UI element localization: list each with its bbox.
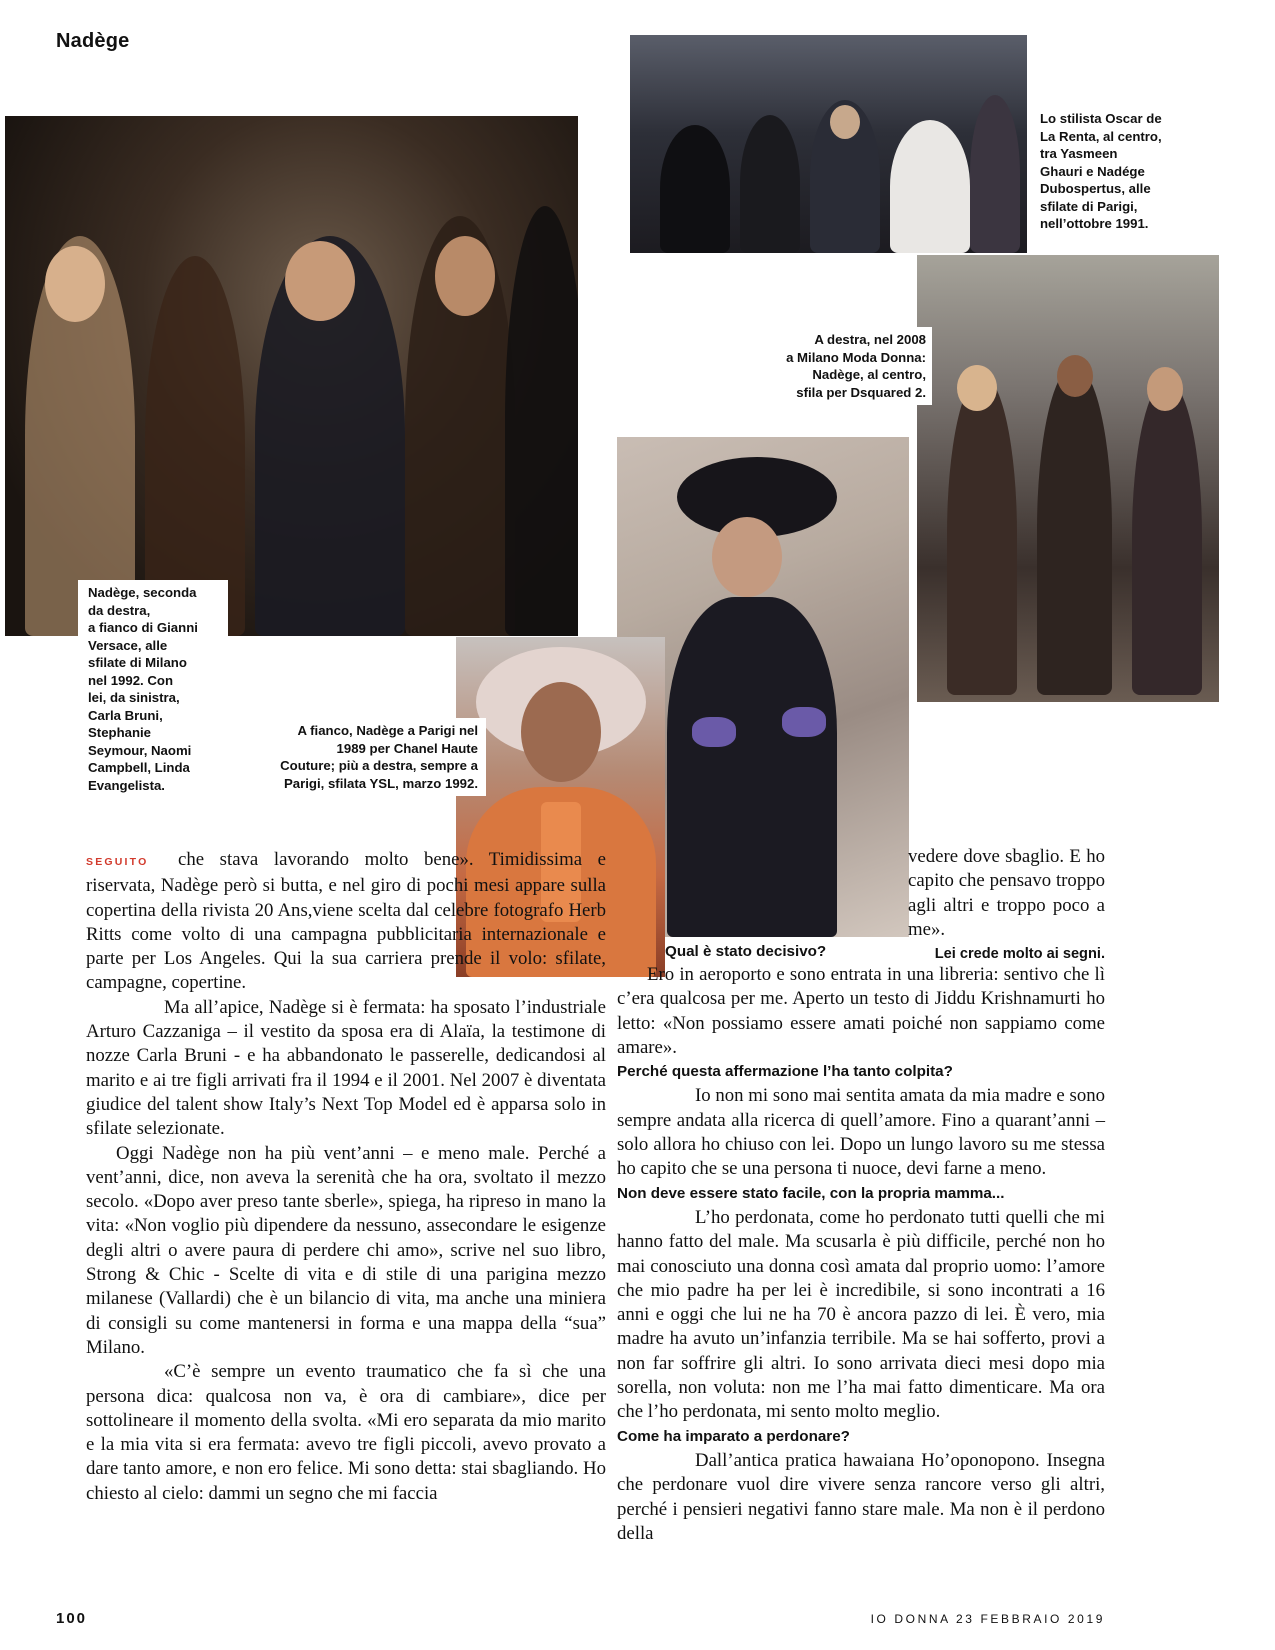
question-heading: Come ha imparato a perdonare?	[617, 1427, 850, 1445]
article-paragraph: «C’è sempre un evento traumatico che fa sì che una persona dica: qualcosa non va, è ora di cambiare», dice per sottolineare il momento della svolta. «Mi ero separata da mio marito e la mia vita si era fermata: avevo tre figli piccoli, avevo provato a dare tanto amore, e non ero felice. Mi sono detta: stai sbagliando. Ho chiesto al cielo: dammi un segno che mi faccia	[86, 1361, 606, 1504]
question-heading: Qual è stato decisivo?	[665, 943, 827, 960]
caption-oscar-de-la-renta: Lo stilista Oscar de La Renta, al centro, tra Yasmeen Ghauri e Nadége Dubospertus, alle sfilate di Parigi, nell’ottobre 1991.	[1040, 108, 1190, 235]
article-paragraph: Ero in aeroporto e sono entrata in una libreria: sentivo che lì c’era qualcosa per me. Aperto un testo di Jiddu Krishnamurti ho letto: «Non possiamo essere amati poiché non sappiamo come amare».	[617, 964, 1105, 1058]
photo-oscar-de-la-renta	[630, 35, 1027, 253]
section-title: Nadège	[56, 30, 130, 52]
publication-footer: IO DONNA 23 FEBBRAIO 2019	[870, 1612, 1105, 1626]
page-number: 100	[56, 1610, 88, 1627]
article-paragraph: Dall’antica pratica hawaiana Ho’oponopono. Insegna che perdonare vuol dire vivere senza rancore verso gli altri, perché i pensieri negativi fanno stare male. Ma non è il perdono della	[617, 1449, 1105, 1544]
question-heading: Perché questa affermazione l’ha tanto colpita?	[617, 1063, 953, 1081]
article-column-left	[86, 848, 606, 1506]
question-heading: Lei crede molto ai segni.	[934, 946, 1105, 963]
photo-dsquared-runway	[917, 255, 1219, 702]
kicker-seguito: SEGUITO	[86, 856, 149, 868]
caption-versace: Nadège, seconda da destra, a fianco di Gianni Versace, alle sfilate di Milano nel 1992. Con lei, da sinistra, Carla Bruni, Stephanie Seymour, Naomi Campbell, Linda Evangelista.	[78, 580, 228, 808]
question-heading: Non deve essere stato facile, con la propria mamma...	[617, 1184, 1005, 1202]
article-paragraph: Io non mi sono mai sentita amata da mia madre e sono sempre andata alla ricerca di quell’amore. Fino a quarant’anni – solo allora ho chiuso con lei. Dopo un lungo lavoro su me stessa ho capito che se una persona ti nuoce, devi farne a meno.	[617, 1085, 1105, 1180]
photo-versace-group	[5, 116, 578, 636]
article-paragraph: vedere dove sbaglio. E ho capito che pensavo troppo agli altri e troppo poco a me».	[908, 846, 1105, 940]
article-paragraph-text: che stava lavorando molto bene». Timidissima e riservata, Nadège però si butta, e nel giro di pochi mesi appare sulla copertina della rivista 20 Ans,viene scelta dal celebre fotografo Herb Ritts come volto di una campagna pubblicitaria internazionale e parte per Los Angeles. Qui la sua carriera prende il volo: sfilate, campagne, copertine.	[86, 849, 606, 994]
article-paragraph: L’ho perdonata, come ho perdonato tutti quelli che mi hanno fatto del male. Ma scusarla è più difficile, perché non ho mai conosciuto una donna così amata dal proprio uomo: l’amore che mio padre ha per lei è incredibile, si sono incontrati a 16 anni e oggi che lui ne ha 70 è ancora pazzo di lei. È vero, mia madre ha avuto un’infanzia terribile. Ma se hai sofferto, provi a non far soffrire gli altri. Io sono arrivata dieci mesi dopo mia sorella, non voluta: non me l’ha mai fatto dimenticare. Ma ora che l’ho perdonata, mi sento molto meglio.	[617, 1206, 1105, 1423]
article-paragraph	[86, 848, 606, 996]
caption-chanel-ysl: A fianco, Nadège a Parigi nel 1989 per Chanel Haute Couture; più a destra, sempre a Parigi, sfilata YSL, marzo 1992.	[255, 718, 486, 796]
article-paragraph: Oggi Nadège non ha più vent’anni – e meno male. Perché a vent’anni, dice, non aveva la serenità che ha ora, svoltato il mezzo secolo. «Dopo aver preso tante sberle», spiega, ha ripreso in mano la vita: «Non voglio più dipendere da nessuno, assecondare le esigenze degli altri o avere paura di perdere chi amo», scrive nel suo libro, Strong & Chic - Scelte di vita e di stile di una parigina mezzo milanese (Vallardi) che è un bilancio di vita, ma anche una miniera di consigli su come mantenersi in forma e una mappa della “sua” Milano.	[86, 1142, 606, 1358]
caption-dsquared: A destra, nel 2008 a Milano Moda Donna: Nadège, al centro, sfila per Dsquared 2.	[740, 327, 932, 405]
article-column-right	[617, 963, 1105, 1546]
article-paragraph: Ma all’apice, Nadège si è fermata: ha sposato l’industriale Arturo Cazzaniga – il vestito da sposa era di Alaïa, la testimone di nozze Carla Bruni - e ha abbandonato le passerelle, dedicandosi al marito e ai tre figli arrivati fra il 1994 e il 2001. Nel 2007 è diventata giudice del talent show Italy’s Next Top Model ed è apparsa solo in sfilate selezionate.	[86, 996, 606, 1140]
article-column-right-top	[908, 845, 1105, 966]
